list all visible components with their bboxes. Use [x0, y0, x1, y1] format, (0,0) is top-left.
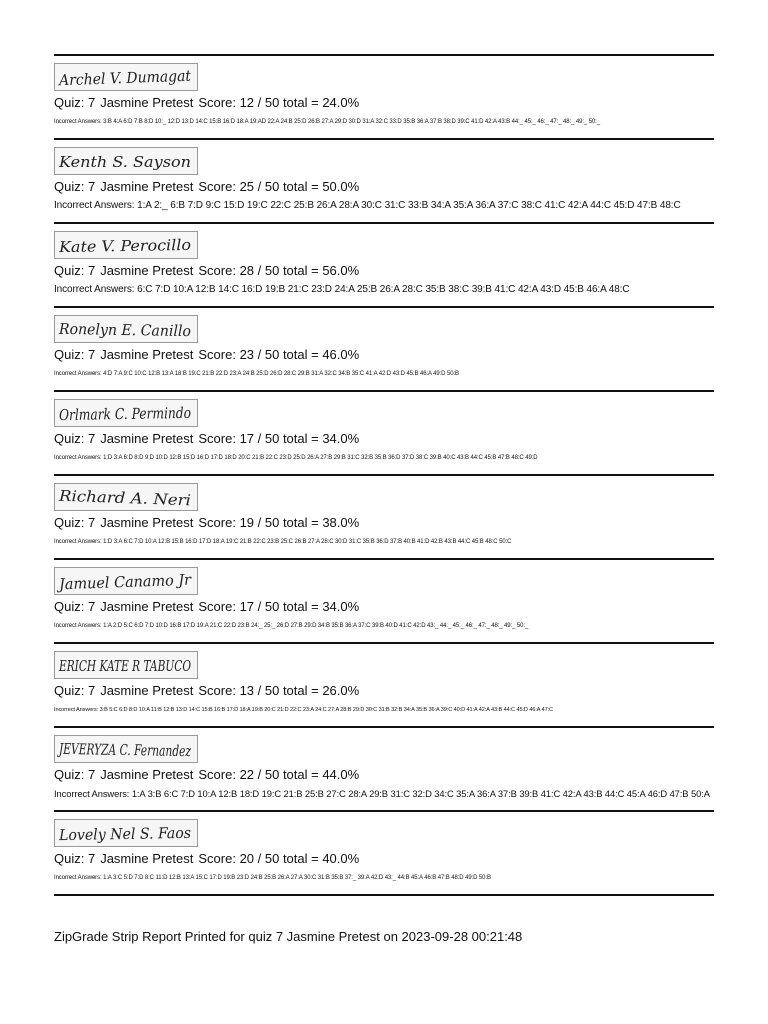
handwritten-name-image: [54, 399, 221, 427]
score-value: Score: 12 / 50 total = 24.0%: [198, 95, 360, 110]
handwritten-name-image: [54, 147, 198, 175]
signature-text: Archel V. Dumagat: [58, 66, 201, 90]
student-strip: [54, 224, 714, 306]
signature-text: Kenth S. Sayson: [57, 153, 191, 171]
quiz-name: Jasmine Pretest: [100, 347, 194, 362]
score-line: [54, 95, 364, 110]
score-line: [54, 683, 364, 698]
signature-text: Richard A. Neri: [58, 486, 179, 509]
quiz-label: Quiz: 7: [54, 851, 96, 866]
quiz-label: Quiz: 7: [54, 683, 96, 698]
quiz-label: Quiz: 7: [54, 263, 96, 278]
report-footer: ZipGrade Strip Report Printed for quiz 7 Jasmine Pretest on 2023-09-28 00:21:48: [54, 929, 523, 944]
incorrect-answers: Incorrect Answers: 1:A 3:B 6:C 7:D 10:A 12:B 18:D 19:C 21:B 25:B 27:C 28:A 29:B 31:C 32:D 34:C 35:A 36:A 37:B 39:B 41:C 42:A 43:B 44:C 45:A 46:D 47:B 50:A: [54, 788, 710, 799]
quiz-label: Quiz: 7: [54, 179, 96, 194]
signature-text: Lovely Nel S. Faos: [58, 823, 200, 845]
score-line: [54, 599, 364, 614]
signature-text: Orlmark C. Permindo: [58, 403, 221, 425]
quiz-name: Jasmine Pretest: [100, 431, 194, 446]
incorrect-answers: Incorrect Answers: 4:D 7:A 9:C 10:C 12:B 13:A 18:B 19:C 21:B 22:D 23:A 24:B 25:D 26:D 28:C 29:B 31:A 32:C 34:B 35:C 41:A 42:D 43:D 45:B 46:A 49:D 50:B: [54, 371, 459, 377]
score-value: Score: 20 / 50 total = 40.0%: [198, 851, 360, 866]
student-strip: [54, 728, 714, 810]
quiz-label: Quiz: 7: [54, 347, 96, 362]
handwritten-name-image: [54, 567, 198, 595]
incorrect-answers: Incorrect Answers: 1:D 3:A 6:C 7:D 10:A 12:B 15:B 16:D 17:D 18:A 19:C 21:B 22:C 23:B 25:C 26:B 27:A 28:C 30:D 31:C 35:B 36:D 37:B 40:B 41:D 42:B 43:B 44:C 45:B 48:C 50:C: [54, 539, 512, 545]
signature-text: Ronelyn E. Canillo: [58, 319, 200, 341]
handwritten-name-image: [54, 63, 201, 91]
student-strip: [54, 560, 714, 642]
student-strip: [54, 140, 714, 222]
quiz-label: Quiz: 7: [54, 95, 96, 110]
student-strip: [54, 476, 714, 558]
strip-report: [54, 54, 714, 896]
incorrect-answers: Incorrect Answers: 1:A 2:D 5:C 6:D 7:D 10:D 16:B 17:D 19:A 21:C 22:D 23:B 24:_ 25:_ 26:D 27:B 29:D 34:B 35:B 36:A 37:C 39:B 40:D 41:C 42:D 43:_ 44:_ 45:_ 46:_ 47:_ 48:_ 49:_ 50:_: [54, 623, 529, 629]
score-value: Score: 13 / 50 total = 26.0%: [198, 683, 360, 698]
quiz-name: Jasmine Pretest: [100, 95, 194, 110]
incorrect-answers: Incorrect Answers: 1:A 2:_ 6:B 7:D 9:C 15:D 19:C 22:C 25:B 26:A 28:A 30:C 31:C 33:B 34:A 35:A 36:A 37:C 38:C 41:C 42:A 44:C 45:D 47:B 48:C: [54, 200, 681, 211]
handwritten-name-image: [54, 483, 198, 511]
divider: [54, 894, 714, 896]
score-value: Score: 19 / 50 total = 38.0%: [198, 515, 360, 530]
score-line: [54, 515, 364, 530]
quiz-label: Quiz: 7: [54, 599, 96, 614]
handwritten-name-image: [54, 735, 246, 763]
incorrect-answers: Incorrect Answers: 3:B 4:A 6:D 7:B 8:D 10:_ 12:D 13:D 14:C 15:B 16:D 18:A 19:AD 22:A 24:B 25:D 26:B 27:A 29:D 30:D 31:A 32:C 33:D 35:B 36:A 37:B 38:D 39:C 41:D 42:A 43:B 44:_ 45:_ 46:_ 47:_ 48:_ 49:_ 50:_: [54, 119, 600, 125]
student-strip: [54, 56, 714, 138]
score-value: Score: 22 / 50 total = 44.0%: [198, 767, 360, 782]
score-value: Score: 25 / 50 total = 50.0%: [198, 179, 360, 194]
incorrect-answers: Incorrect Answers: 3:B 5:C 6:D 8:D 10:A 11:B 12:B 13:D 14:C 15:B 16:B 17:D 18:A 19:B 20:C 21:D 22:C 23:A 24:C 27:A 28:B 29:D 30:C 31:B 32:B 34:A 35:B 36:A 39:C 40:D 41:A 42:A 43:B 44:C 45:D 46:A 47:C: [54, 707, 553, 713]
score-value: Score: 17 / 50 total = 34.0%: [198, 431, 360, 446]
incorrect-answers: Incorrect Answers: 6:C 7:D 10:A 12:B 14:C 16:D 19:B 21:C 23:D 24:A 25:B 26:A 28:C 35:B 38:C 39:B 41:C 42:A 43:D 45:B 46:A 48:C: [54, 284, 630, 295]
signature-text: ERICH KATE R TABUCO: [58, 657, 191, 675]
student-strip: [54, 644, 714, 726]
quiz-name: Jasmine Pretest: [100, 767, 194, 782]
score-value: Score: 17 / 50 total = 34.0%: [198, 599, 360, 614]
quiz-label: Quiz: 7: [54, 515, 96, 530]
student-strip: [54, 812, 714, 894]
quiz-name: Jasmine Pretest: [100, 851, 194, 866]
handwritten-name-image: [54, 315, 198, 343]
handwritten-name-image: [54, 231, 198, 259]
score-line: [54, 263, 364, 278]
signature-text: Jamuel Canamo Jr: [58, 570, 197, 594]
quiz-name: Jasmine Pretest: [100, 263, 194, 278]
score-value: Score: 28 / 50 total = 56.0%: [198, 263, 360, 278]
quiz-name: Jasmine Pretest: [100, 515, 194, 530]
quiz-label: Quiz: 7: [54, 431, 96, 446]
handwritten-name-image: [54, 819, 198, 847]
score-line: [54, 431, 364, 446]
handwritten-name-image: [54, 651, 198, 679]
signature-text: JEVERYZA C. Fernandez: [58, 739, 246, 762]
quiz-label: Quiz: 7: [54, 767, 96, 782]
quiz-name: Jasmine Pretest: [100, 683, 194, 698]
incorrect-answers: Incorrect Answers: 1:A 3:C 5:D 7:D 8:C 11:D 12:B 13:A 15:C 17:D 19:B 23:D 24:B 25:B 26:A 27:A 30:C 31:B 35:B 37:_ 39:A 42:D 43:_ 44:B 45:A 46:B 47:B 48:D 49:D 50:B: [54, 875, 491, 881]
student-strip: [54, 392, 714, 474]
score-value: Score: 23 / 50 total = 46.0%: [198, 347, 360, 362]
score-line: [54, 767, 364, 782]
score-line: [54, 179, 364, 194]
quiz-name: Jasmine Pretest: [100, 599, 194, 614]
incorrect-answers: Incorrect Answers: 1:D 3:A 6:D 8:D 9:D 10:D 12:B 15:D 16:D 17:D 18:D 20:C 21:B 22:C 23:D 25:D 26:A 27:B 29:B 31:C 32:B 35:B 36:D 37:D 38:C 39:B 40:C 43:B 44:C 45:B 47:B 48:C 49:D: [54, 455, 538, 461]
signature-text: Kate V. Perocillo: [58, 235, 184, 257]
score-line: [54, 347, 364, 362]
score-line: [54, 851, 364, 866]
quiz-name: Jasmine Pretest: [100, 179, 194, 194]
student-strip: [54, 308, 714, 390]
